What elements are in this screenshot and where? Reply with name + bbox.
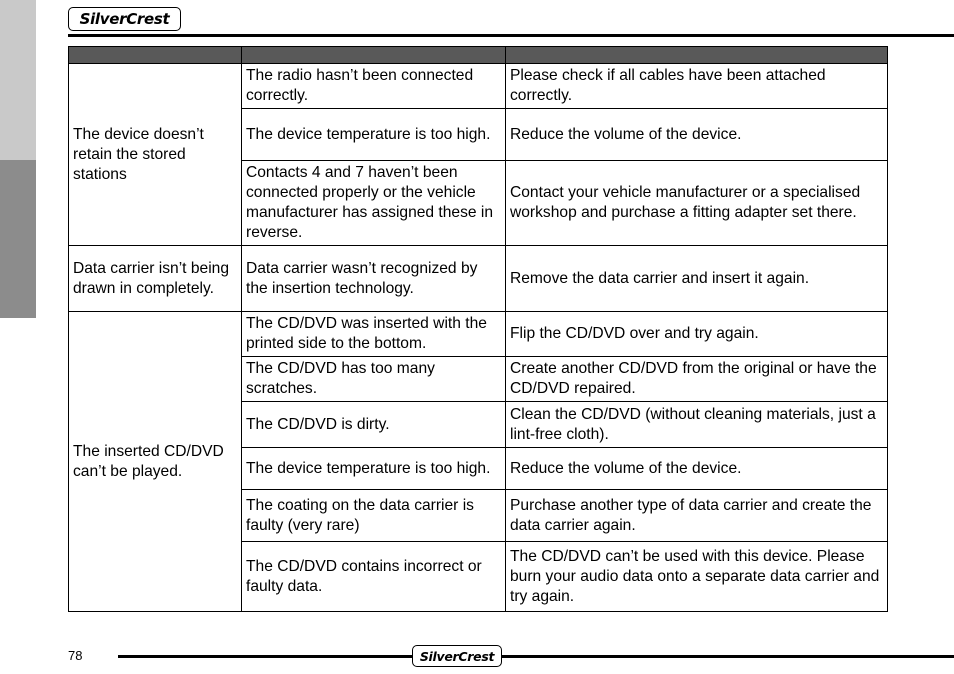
problem-text: The device doesn’t retain the stored stations	[73, 125, 204, 183]
cause-text: The device temperature is too high.	[246, 459, 491, 477]
problem-cell	[69, 246, 242, 312]
cause-cell	[242, 357, 506, 402]
solution-cell	[506, 64, 888, 109]
cause-text: The CD/DVD has too many scratches.	[246, 360, 435, 397]
solution-cell	[506, 448, 888, 490]
cause-text: Data carrier wasn’t recognized by the insertion technology.	[246, 259, 478, 297]
solution-text: Reduce the volume of the device.	[510, 459, 742, 477]
cause-text: The CD/DVD was inserted with the printed side to the bottom.	[246, 315, 487, 352]
cause-text: The device temperature is too high.	[246, 125, 491, 143]
cause-cell	[242, 312, 506, 357]
footer-rule-right	[501, 655, 954, 658]
cause-cell	[242, 448, 506, 490]
solution-cell	[506, 246, 888, 312]
header-cell-cause	[242, 47, 506, 64]
solution-cell	[506, 312, 888, 357]
header-cell-solution	[506, 47, 888, 64]
solution-cell	[506, 402, 888, 448]
solution-text: Reduce the volume of the device.	[510, 125, 742, 143]
solution-cell	[506, 161, 888, 246]
problem-text: The inserted CD/DVD can’t be played.	[73, 442, 224, 480]
solution-text: Purchase another type of data carrier and create the data carrier again.	[510, 496, 872, 534]
cause-text: The CD/DVD contains incorrect or faulty data.	[246, 557, 482, 595]
cause-text: The CD/DVD is dirty.	[246, 415, 390, 433]
solution-cell	[506, 490, 888, 542]
side-tab-dark	[0, 160, 36, 318]
solution-text: Please check if all cables have been attached correctly.	[510, 67, 826, 104]
header-rule	[68, 34, 954, 37]
table-header-row	[69, 47, 888, 64]
cause-cell	[242, 542, 506, 612]
brand-logo-header: SilverCrest	[68, 7, 181, 31]
cause-cell	[242, 64, 506, 109]
problem-cell	[69, 64, 242, 246]
cause-text: The radio hasn’t been connected correctly.	[246, 67, 474, 104]
solution-text: The CD/DVD can’t be used with this device. Please burn your audio data onto a separate data carrier and try again.	[510, 547, 880, 605]
cause-cell	[242, 402, 506, 448]
cause-cell	[242, 161, 506, 246]
solution-text: Remove the data carrier and insert it again.	[510, 269, 810, 287]
troubleshooting-table	[68, 46, 888, 612]
solution-cell	[506, 542, 888, 612]
cause-text: The coating on the data carrier is faulty (very rare)	[246, 496, 474, 534]
solution-cell	[506, 357, 888, 402]
table-row	[69, 64, 888, 109]
footer-rule-left	[118, 655, 414, 658]
solution-text: Clean the CD/DVD (without cleaning materials, just a lint-free cloth).	[510, 405, 876, 443]
table-row	[69, 312, 888, 357]
header-cell-problem	[69, 47, 242, 64]
cause-cell	[242, 109, 506, 161]
solution-text: Create another CD/DVD from the original or have the CD/DVD repaired.	[510, 360, 877, 397]
problem-cell	[69, 312, 242, 612]
table-row	[69, 246, 888, 312]
brand-logo-footer: SilverCrest	[412, 645, 502, 667]
cause-text: Contacts 4 and 7 haven’t been connected properly or the vehicle manufacturer has assigned these in reverse.	[246, 164, 494, 241]
cause-cell	[242, 490, 506, 542]
solution-text: Flip the CD/DVD over and try again.	[510, 325, 759, 342]
page-number: 78	[68, 648, 83, 663]
solution-text: Contact your vehicle manufacturer or a specialised workshop and purchase a fitting adapter set there.	[510, 184, 861, 221]
problem-text: Data carrier isn’t being drawn in completely.	[73, 259, 230, 297]
solution-cell	[506, 109, 888, 161]
side-tab-light	[0, 0, 36, 160]
cause-cell	[242, 246, 506, 312]
